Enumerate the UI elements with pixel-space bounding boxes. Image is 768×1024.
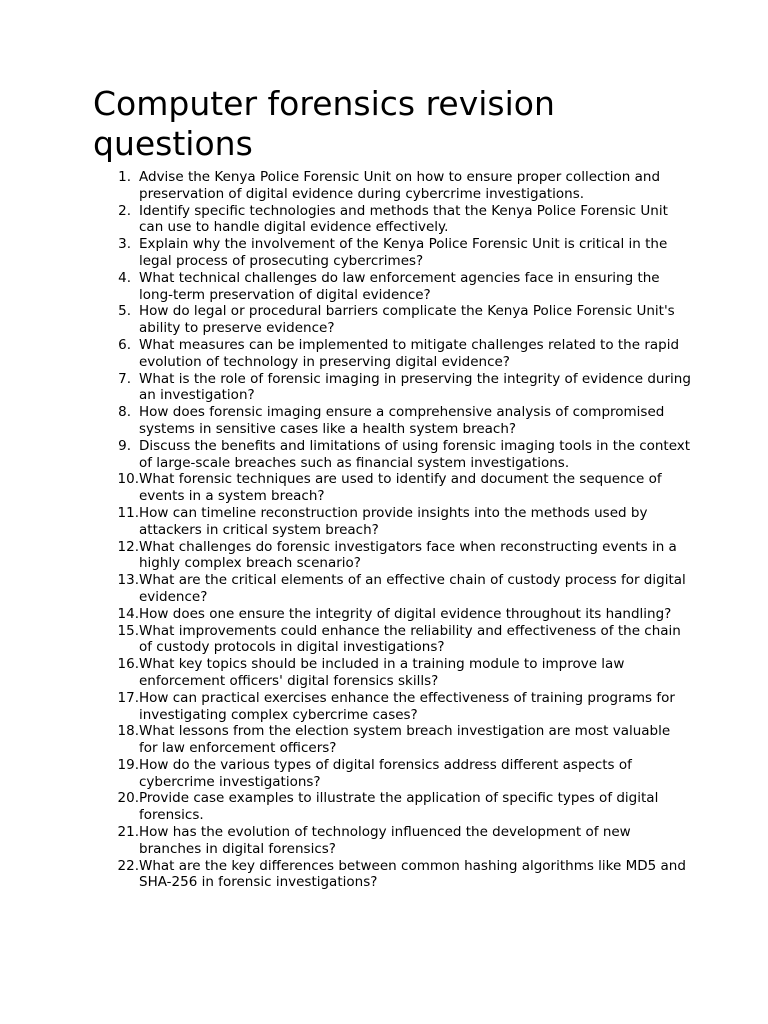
question-text: Identify specific technologies and methods that the Kenya Police Forensic Unit can use to handle digital evidence effectively. [139, 202, 668, 236]
question-number: 18. [117, 723, 139, 740]
question-list [93, 169, 693, 891]
question-number: 7. [118, 370, 131, 387]
question-item [93, 303, 693, 337]
question-item [93, 623, 693, 657]
question-number: 11. [117, 504, 139, 521]
question-number: 1. [118, 169, 131, 185]
question-text: Discuss the benefits and limitations of using forensic imaging tools in the context of large-scale breaches such as financial system investigations. [139, 437, 691, 471]
question-item [93, 505, 693, 539]
question-item [93, 757, 693, 791]
page-title: Computer forensics revision questions [93, 84, 555, 163]
question-number: 8. [118, 404, 131, 421]
question-item [93, 572, 693, 606]
question-item [93, 404, 693, 438]
question-number: 3. [118, 236, 131, 253]
question-item [93, 169, 693, 203]
question-number: 21. [117, 824, 139, 841]
question-item [93, 606, 693, 623]
question-item [93, 270, 693, 304]
question-text: What key topics should be included in a training module to improve law enforcement officers' digital forensics skills? [139, 656, 625, 689]
question-number: 6. [118, 336, 131, 353]
question-text: Provide case examples to illustrate the application of specific types of digital forensics. [139, 790, 659, 824]
question-item [93, 337, 693, 371]
question-text: Advise the Kenya Police Forensic Unit on how to ensure proper collection and preservation of digital evidence during cybercrime investigations. [139, 169, 661, 202]
question-text: How do legal or procedural barriers complicate the Kenya Police Forensic Unit's ability to preserve evidence? [139, 303, 675, 337]
question-item [93, 858, 693, 892]
question-number: 12. [117, 538, 139, 555]
question-number: 20. [117, 790, 139, 807]
question-number: 13. [117, 572, 139, 589]
question-text: How does one ensure the integrity of digital evidence throughout its handling? [139, 605, 672, 622]
question-text: What are the critical elements of an effective chain of custody process for digital evidence? [139, 572, 686, 605]
question-text: What technical challenges do law enforcement agencies face in ensuring the long-term preservation of digital evidence? [139, 269, 660, 303]
question-number: 16. [117, 656, 139, 673]
question-text: How can timeline reconstruction provide insights into the methods used by attackers in critical system breach? [139, 504, 648, 538]
question-number: 9. [118, 437, 131, 454]
question-item [93, 438, 693, 472]
question-item [93, 236, 693, 270]
question-number: 14. [117, 605, 139, 622]
document-page [93, 84, 693, 891]
question-text: How has the evolution of technology influenced the development of new branches in digital forensics? [139, 824, 631, 857]
question-number: 10. [117, 471, 139, 488]
question-number: 19. [117, 756, 139, 773]
question-text: What improvements could enhance the reliability and effectiveness of the chain of custody protocols in digital investigations? [139, 622, 681, 656]
question-number: 4. [118, 269, 131, 286]
question-text: What are the key differences between common hashing algorithms like MD5 and SHA-256 in forensic investigations? [139, 857, 686, 891]
question-text: How do the various types of digital forensics address different aspects of cybercrime investigations? [139, 756, 632, 790]
question-number: 15. [117, 622, 139, 639]
question-number: 17. [117, 689, 139, 706]
question-number: 2. [118, 202, 131, 219]
question-item [93, 471, 693, 505]
question-text: What forensic techniques are used to identify and document the sequence of events in a system breach? [139, 471, 662, 505]
question-number: 5. [118, 303, 131, 320]
question-item [93, 824, 693, 858]
question-text: Explain why the involvement of the Kenya Police Forensic Unit is critical in the legal process of prosecuting cybercrimes? [139, 236, 668, 269]
question-text: What challenges do forensic investigators face when reconstructing events in a highly complex breach scenario? [139, 538, 677, 572]
question-text: How can practical exercises enhance the effectiveness of training programs for investigating complex cybercrime cases? [139, 689, 675, 723]
question-text: What lessons from the election system breach investigation are most valuable for law enforcement officers? [139, 723, 671, 757]
question-item [93, 690, 693, 724]
question-text: How does forensic imaging ensure a comprehensive analysis of compromised systems in sensitive cases like a health system breach? [139, 404, 665, 437]
question-item [93, 790, 693, 824]
question-item [93, 723, 693, 757]
question-text: What is the role of forensic imaging in preserving the integrity of evidence during an investigation? [139, 370, 691, 404]
question-item [93, 203, 693, 237]
question-item [93, 656, 693, 690]
question-item [93, 539, 693, 573]
question-item [93, 371, 693, 405]
question-number: 22. [117, 857, 139, 874]
question-text: What measures can be implemented to mitigate challenges related to the rapid evolution of technology in preserving digital evidence? [139, 336, 680, 370]
